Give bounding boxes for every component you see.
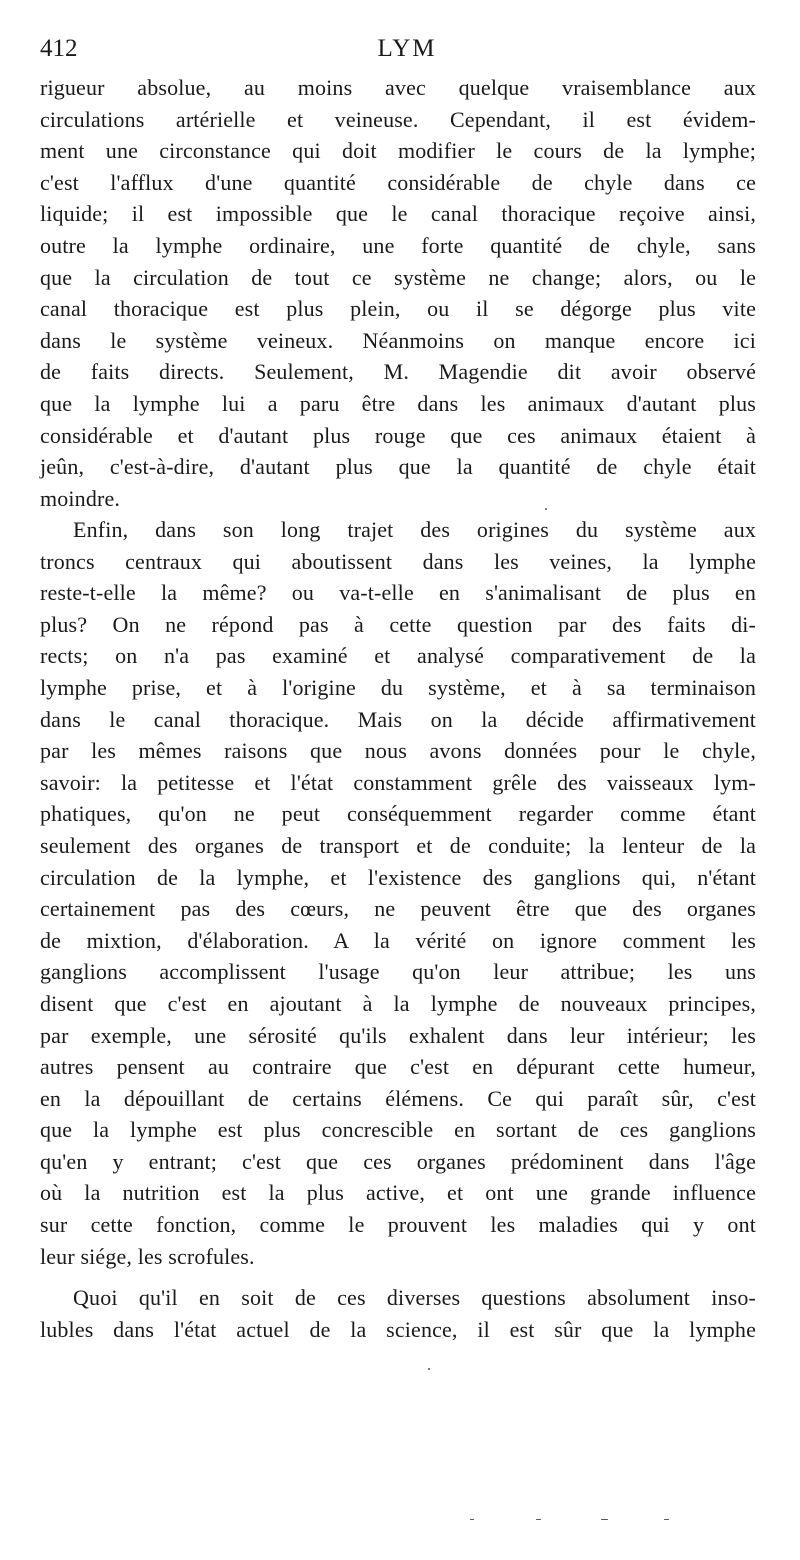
text-line: lubles dans l'état actuel de la science, il est sûr que la lymphe xyxy=(40,1316,756,1342)
paragraph-2 xyxy=(40,514,756,1272)
text-line: outre la lymphe ordinaire, une forte quantité de chyle, sans xyxy=(40,232,756,258)
text-line: circulations artérielle et veineuse. Cependant, il est évidem- xyxy=(40,106,756,132)
text-line: disent que c'est en ajoutant à la lymphe de nouveaux principes, xyxy=(40,990,756,1016)
text-line: dans le canal thoracique. Mais on la décide affirmativement xyxy=(40,706,756,732)
paragraph-3 xyxy=(40,1282,756,1345)
ink-speck xyxy=(545,508,547,510)
text-line: sur cette fonction, comme le prouvent les maladies qui y ont xyxy=(40,1212,756,1238)
ink-speck xyxy=(664,1519,669,1520)
page-number: 412 xyxy=(40,35,78,62)
text-line: que la lymphe est plus concrescible en sortant de ces ganglions xyxy=(40,1117,756,1143)
ink-speck xyxy=(536,1519,541,1520)
text-line: que la lymphe lui a paru être dans les animaux d'autant plus xyxy=(40,390,756,416)
text-line: leur siége, les scrofules. xyxy=(40,1243,255,1269)
text-line: lymphe prise, et à l'origine du système, et à sa terminaison xyxy=(40,674,756,700)
text-line: phatiques, qu'on ne peut conséquemment regarder comme étant xyxy=(40,801,756,827)
text-line: savoir: la petitesse et l'état constamment grêle des vaisseaux lym- xyxy=(40,769,756,795)
text-line: circulation de la lymphe, et l'existence des ganglions qui, n'étant xyxy=(40,864,756,890)
paragraph-1 xyxy=(40,72,756,514)
text-line: autres pensent au contraire que c'est en dépurant cette humeur, xyxy=(40,1054,756,1080)
running-head xyxy=(40,34,764,64)
text-line: que la circulation de tout ce système ne change; alors, ou le xyxy=(40,264,756,290)
text-line: considérable et d'autant plus rouge que ces animaux étaient à xyxy=(40,422,756,448)
text-line: qu'en y entrant; c'est que ces organes prédominent dans l'âge xyxy=(40,1148,756,1174)
text-line: plus? On ne répond pas à cette question par des faits di- xyxy=(40,611,756,637)
text-line: par exemple, une sérosité qu'ils exhalent dans leur intérieur; les xyxy=(40,1022,756,1048)
text-line: liquide; il est impossible que le canal thoracique reçoive ainsi, xyxy=(40,201,756,227)
text-line: moindre. xyxy=(40,485,121,511)
text-line: jeûn, c'est-à-dire, d'autant plus que la quantité de chyle était xyxy=(40,454,756,480)
text-line: reste-t-elle la même? ou va-t-elle en s'animalisant de plus en xyxy=(40,580,756,606)
text-line: c'est l'afflux d'une quantité considérable de chyle dans ce xyxy=(40,169,756,195)
text-line: Enfin, dans son long trajet des origines du système aux xyxy=(73,517,756,542)
ink-speck xyxy=(470,1519,474,1520)
ink-speck xyxy=(601,1519,608,1520)
text-line: par les mêmes raisons que nous avons données pour le chyle, xyxy=(40,738,756,764)
text-line: ganglions accomplissent l'usage qu'on leur attribue; les uns xyxy=(40,959,756,985)
text-line: de mixtion, d'élaboration. A la vérité on ignore comment les xyxy=(40,927,756,953)
text-line: rigueur absolue, au moins avec quelque vraisemblance aux xyxy=(40,75,756,100)
text-line: en la dépouillant de certains élémens. Ce qui paraît sûr, c'est xyxy=(40,1085,756,1111)
text-line: où la nutrition est la plus active, et ont une grande influence xyxy=(40,1180,756,1206)
text-line: Quoi qu'il en soit de ces diverses questions absolument inso- xyxy=(73,1285,756,1310)
text-line: certainement pas des cœurs, ne peuvent être que des organes xyxy=(40,896,756,922)
text-line: de faits directs. Seulement, M. Magendie dit avoir observé xyxy=(40,359,756,385)
text-line: rects; on n'a pas examiné et analysé comparativement de la xyxy=(40,643,756,669)
text-line: ment une circonstance qui doit modifier le cours de la lymphe; xyxy=(40,138,756,164)
text-line: canal thoracique est plus plein, ou il se dégorge plus vite xyxy=(40,296,756,322)
text-line: troncs centraux qui aboutissent dans les veines, la lymphe xyxy=(40,548,756,574)
text-line: seulement des organes de transport et de conduite; la lenteur de la xyxy=(40,832,756,858)
text-line: dans le système veineux. Néanmoins on manque encore ici xyxy=(40,327,756,353)
running-title: LYM xyxy=(377,35,437,62)
ink-speck xyxy=(428,1368,430,1370)
